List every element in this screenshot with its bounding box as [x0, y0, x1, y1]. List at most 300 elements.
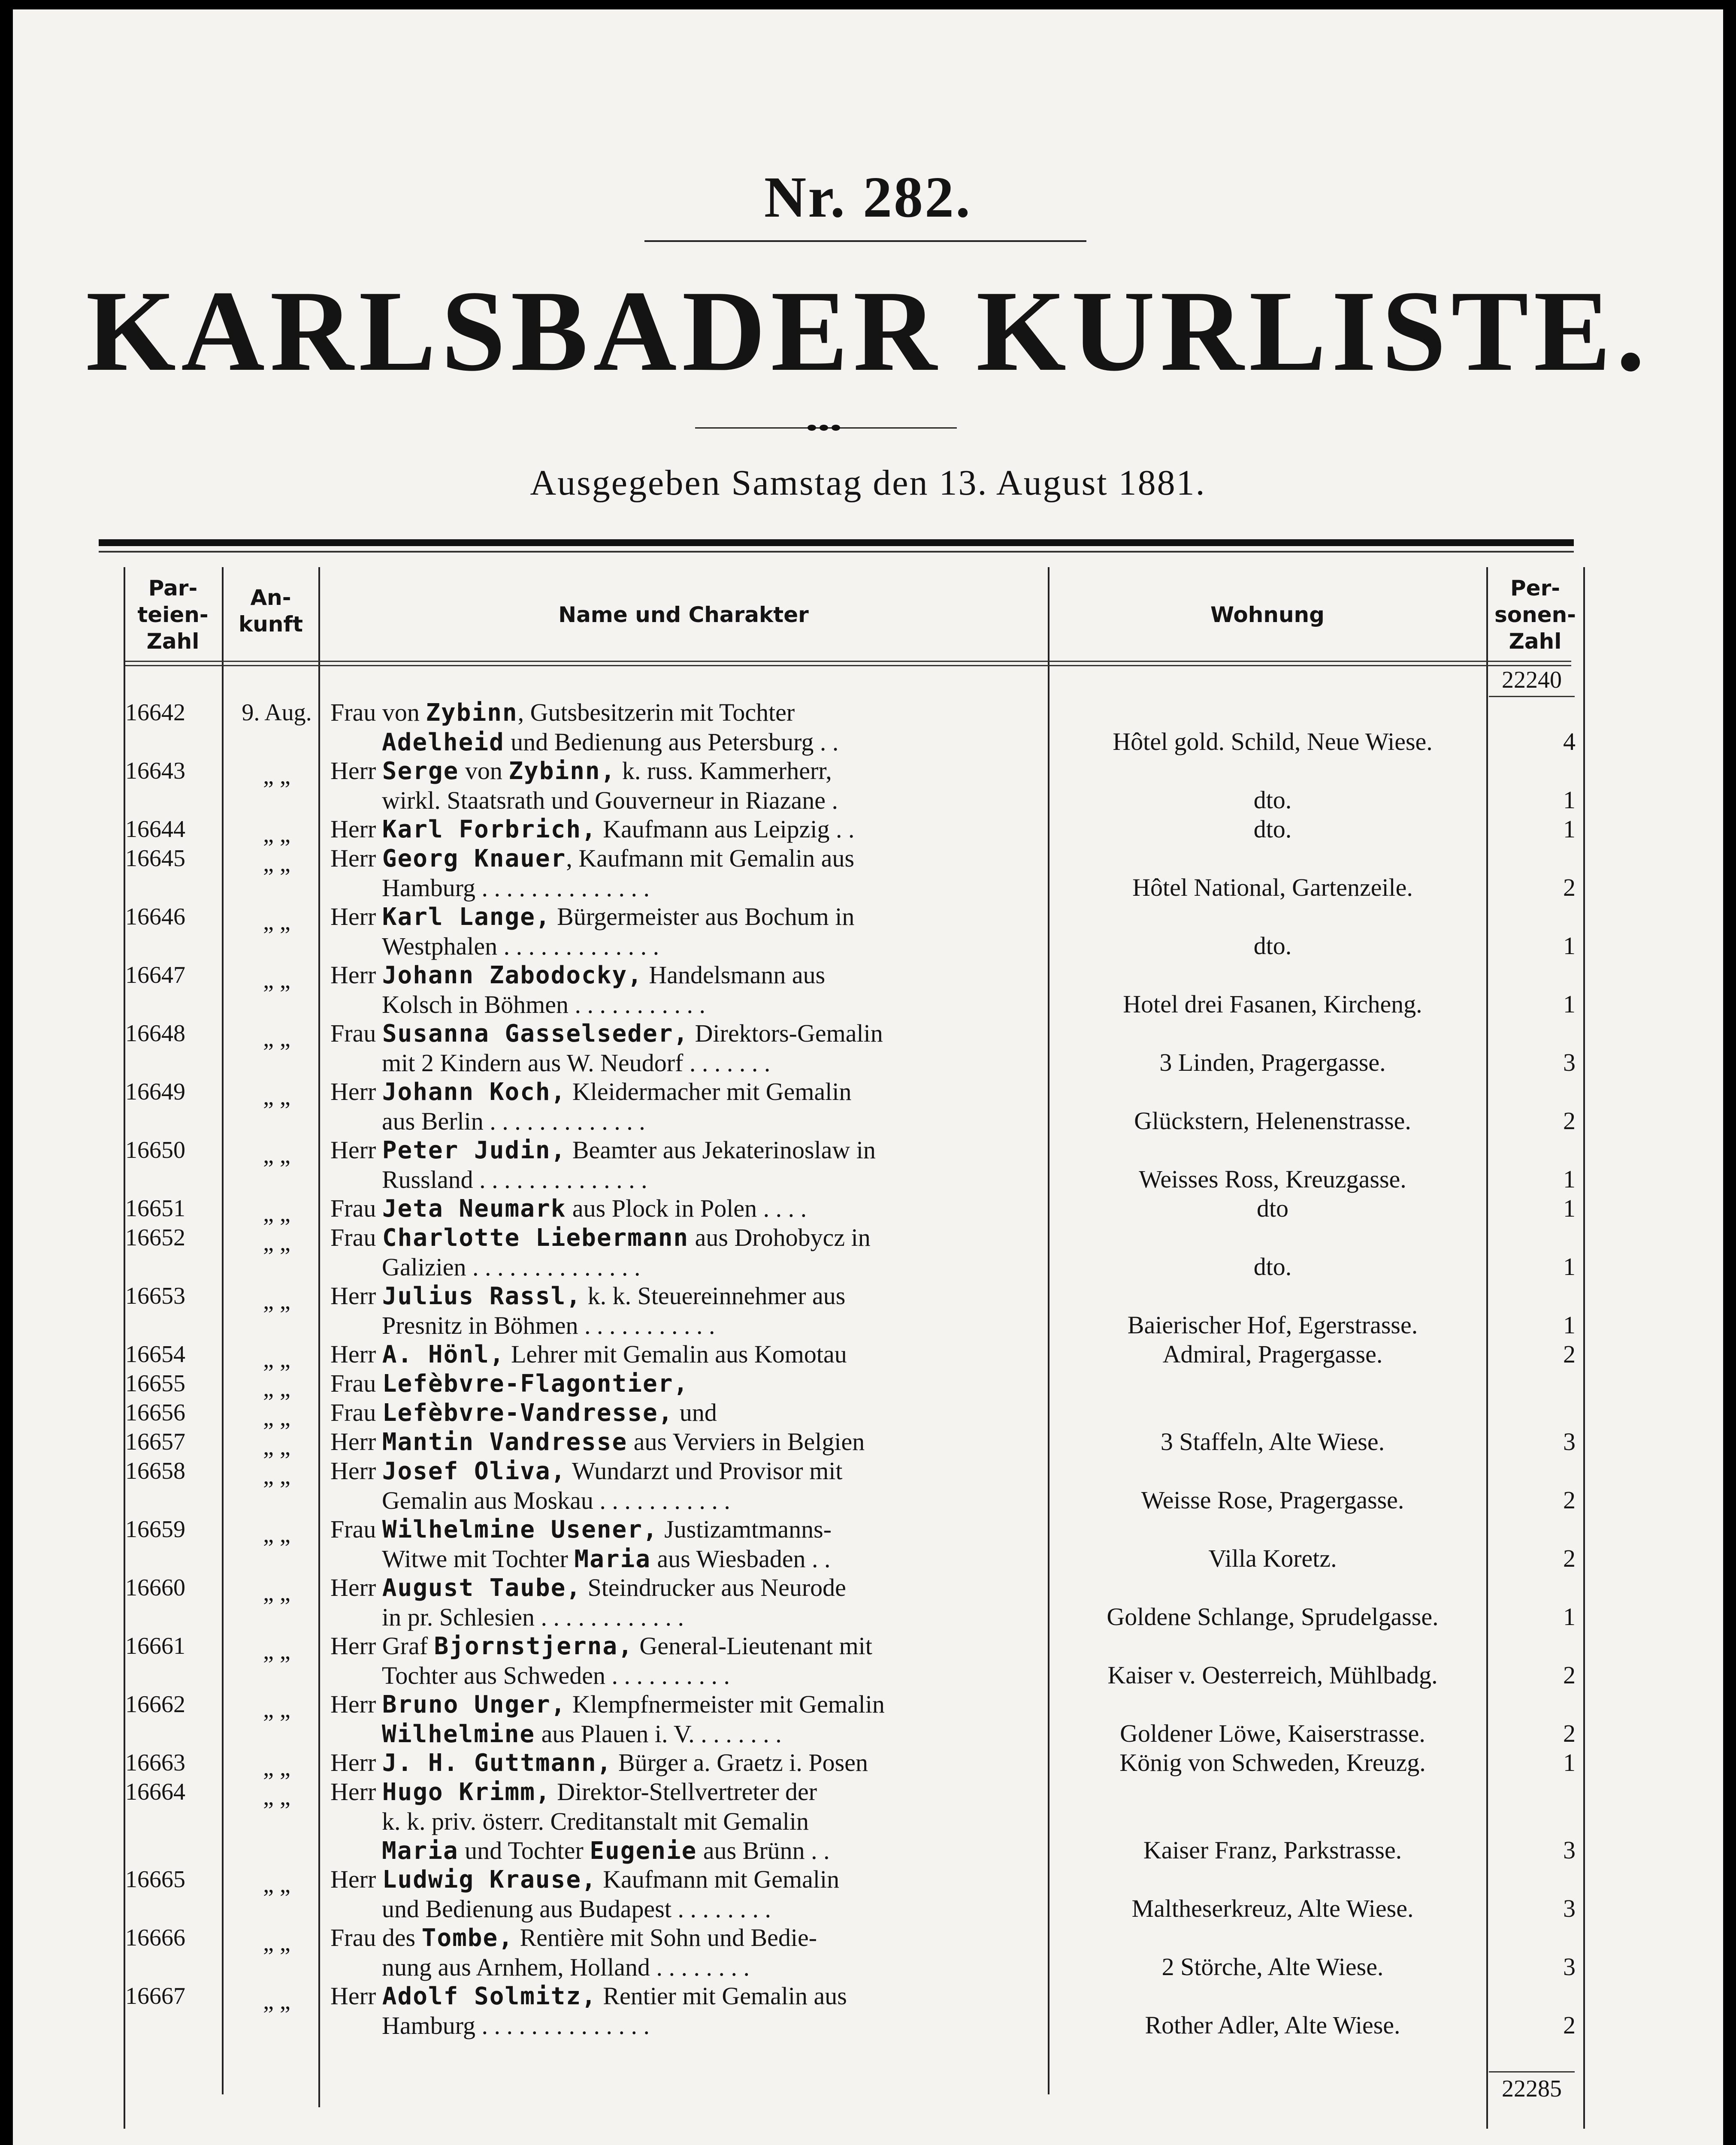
person-count: 3 [1563, 1048, 1576, 1076]
description-text: aus Verviers in Belgien [627, 1428, 865, 1456]
description-text: Presnitz in Böhmen . . . . . . . . . . . [382, 1311, 715, 1339]
arrival-date: „ „ [263, 1288, 290, 1314]
residence: Villa Koretz. [1208, 1544, 1337, 1572]
entry-text-line [330, 932, 1043, 961]
description-text: Galizien . . . . . . . . . . . . . . [382, 1253, 641, 1281]
party-number: 16652 [125, 1224, 185, 1251]
entry-row [13, 1194, 1723, 1227]
description-text: und Tochter [458, 1837, 590, 1864]
entry-text-line [330, 1894, 1043, 1924]
party-number: 16644 [125, 816, 185, 843]
entry-text-line [330, 1369, 1043, 1399]
party-number: 16656 [125, 1399, 185, 1426]
issue-number: Nr. 282. [764, 165, 972, 230]
description-text: Herr [330, 1778, 382, 1806]
entry-row [13, 902, 1723, 961]
entry-row [13, 1748, 1723, 1781]
guest-name-and-description [330, 1427, 1043, 1457]
description-text: aus Wiesbaden . . [650, 1545, 831, 1573]
description-text: Wundarzt und Provisor mit [566, 1457, 843, 1485]
entry-text-line [330, 1865, 1043, 1894]
entry-text-line [330, 1515, 1043, 1544]
guest-name-and-description [330, 1019, 1043, 1078]
ornament-divider [695, 423, 957, 432]
person-count: 3 [1563, 1428, 1576, 1456]
arrival-date: „ „ [263, 1375, 290, 1402]
guest-name: Karl Lange, [382, 903, 551, 931]
entry-text-line [330, 698, 1043, 728]
guest-name-and-description [330, 1340, 1043, 1369]
residence: 3 Linden, Pragergasse. [1159, 1048, 1386, 1076]
residence: 2 Störche, Alte Wiese. [1161, 1953, 1384, 1981]
guest-name: Susanna Gasselseder, [382, 1020, 689, 1048]
entry-text-line [330, 1019, 1043, 1048]
guest-name: Johann Zabodocky, [382, 961, 643, 989]
guest-name-and-description [330, 902, 1043, 961]
description-text: Frau [330, 1515, 382, 1543]
guest-name-and-description [330, 815, 1043, 844]
arrival-date: „ „ [263, 1638, 290, 1665]
party-number: 16660 [125, 1574, 185, 1601]
entry-row [13, 815, 1723, 848]
person-count: 2 [1563, 1661, 1576, 1689]
guest-name: Adolf Solmitz, [382, 1982, 597, 2010]
title-rule [644, 240, 1086, 242]
description-text: Hamburg . . . . . . . . . . . . . . [382, 2012, 650, 2039]
description-text: Herr [330, 1428, 382, 1456]
entry-text-line [330, 1048, 1043, 1078]
description-text: Herr [330, 1574, 382, 1601]
entry-text-line [330, 1836, 1043, 1866]
entry-row [13, 1369, 1723, 1402]
guest-name-and-description [330, 1398, 1043, 1428]
entry-text-line [330, 1777, 1043, 1807]
description-text: General-Lieutenant mit [633, 1632, 873, 1660]
col-header-parties: Par- teien- Zahl [137, 576, 209, 654]
entry-text-line [330, 1982, 1043, 2011]
description-text: wirkl. Staatsrath und Gouverneur in Riazane . [382, 786, 838, 814]
arrival-date: „ „ [263, 1230, 290, 1256]
description-text: Kaufmann mit Gemalin [596, 1865, 840, 1893]
party-number: 16647 [125, 962, 185, 988]
description-text: Herr [330, 1982, 382, 2010]
description-text: Bürgermeister aus Bochum in [550, 903, 855, 931]
entry-row [13, 1923, 1723, 1982]
guest-name-and-description [330, 1748, 1043, 1778]
description-text: aus Drohobycz in [689, 1224, 871, 1251]
residence: Hotel drei Fasanen, Kircheng. [1123, 990, 1422, 1018]
arrival-date: „ „ [263, 1696, 290, 1723]
party-number: 16655 [125, 1370, 185, 1397]
arrival-date: „ „ [263, 967, 290, 994]
description-text: Direktors-Gemalin [689, 1019, 883, 1047]
entry-row [13, 1281, 1723, 1340]
person-count: 2 [1563, 873, 1576, 901]
arrival-date: „ „ [263, 1871, 290, 1898]
party-number: 16654 [125, 1341, 185, 1368]
guest-name: Josef Oliva, [382, 1457, 566, 1485]
description-text: Klempfnermeister mit Gemalin [566, 1690, 885, 1718]
description-text: Herr [330, 1865, 382, 1893]
guest-name: Zybinn, [508, 757, 616, 785]
residence: Goldene Schlange, Sprudelgasse. [1107, 1603, 1439, 1631]
description-text: Witwe mit Tochter [382, 1545, 575, 1573]
residence: dto. [1253, 1253, 1292, 1281]
arrival-date: „ „ [263, 1346, 290, 1373]
entry-text-line [330, 1661, 1043, 1690]
residence: dto [1256, 1194, 1289, 1222]
guest-name: Karl Forbrich, [382, 816, 597, 843]
entry-text-line [330, 990, 1043, 1019]
description-text: Lehrer mit Gemalin aus Komotau [505, 1340, 847, 1368]
description-text: Frau [330, 1019, 382, 1047]
description-text: Rentier mit Gemalin aus [596, 1982, 847, 2010]
entry-row [13, 844, 1723, 902]
arrival-date: „ „ [263, 1521, 290, 1548]
residence: Rother Adler, Alte Wiese. [1145, 2011, 1400, 2039]
guest-name-and-description [330, 1923, 1043, 1982]
guest-name-and-description [330, 698, 1043, 757]
party-number: 16659 [125, 1516, 185, 1543]
entry-row [13, 1077, 1723, 1136]
arrival-date: „ „ [263, 821, 290, 848]
residence: König von Schweden, Kreuzg. [1119, 1749, 1426, 1776]
arrival-date: „ „ [263, 1930, 290, 1956]
entry-row [13, 961, 1723, 1019]
guest-name: Georg Knauer [382, 845, 566, 873]
person-count: 1 [1563, 815, 1576, 843]
person-count: 2 [1563, 1340, 1576, 1368]
arrival-date: „ „ [263, 763, 290, 789]
description-text: von [459, 757, 509, 785]
guest-name: Peter Judin, [382, 1136, 566, 1164]
party-number: 16651 [125, 1195, 185, 1222]
description-text: Herr [330, 844, 382, 872]
description-text: Justizamtmanns- [658, 1515, 832, 1543]
guest-name: Maria [574, 1545, 651, 1573]
entry-text-line [330, 1427, 1043, 1457]
guest-name: Jeta Neumark [382, 1195, 566, 1223]
person-count: 1 [1563, 1194, 1576, 1222]
entry-row [13, 1019, 1723, 1077]
description-text: mit 2 Kindern aus W. Neudorf . . . . . . . [382, 1049, 771, 1077]
guest-name: Lefèbvre-Vandresse, [382, 1399, 674, 1427]
residence: dto. [1253, 786, 1292, 814]
description-text: Herr [330, 815, 382, 843]
residence: Weisses Ross, Kreuzgasse. [1139, 1165, 1406, 1193]
guest-name: Hugo Krimm, [382, 1778, 551, 1806]
person-count: 1 [1563, 1311, 1576, 1339]
description-text: Handelsmann aus [642, 961, 826, 989]
description-text: Kaufmann aus Leipzig . . [596, 815, 855, 843]
party-number: 16663 [125, 1749, 185, 1776]
arrival-date: „ „ [263, 1755, 290, 1781]
total-rule [1489, 696, 1575, 697]
arrival-date: „ „ [263, 850, 290, 877]
description-text: Herr [330, 1136, 382, 1164]
description-text: Herr [330, 1690, 382, 1718]
residence: dto. [1253, 815, 1292, 843]
header-rule [125, 665, 1571, 666]
residence: Baierischer Hof, Egerstrasse. [1127, 1311, 1418, 1339]
person-count: 2 [1563, 1107, 1576, 1135]
description-text: Herr [330, 1457, 382, 1485]
arrival-date: „ „ [263, 1784, 290, 1810]
entry-text-line [330, 1486, 1043, 1515]
guest-name-and-description [330, 1865, 1043, 1924]
residence: Glückstern, Helenenstrasse. [1134, 1107, 1411, 1135]
entry-text-line [330, 1077, 1043, 1107]
table-top-rule [99, 539, 1574, 546]
description-text: und Bedienung aus Budapest . . . . . . . . [382, 1895, 771, 1923]
entry-row [13, 1223, 1723, 1281]
person-count: 1 [1563, 932, 1576, 960]
total-carried-forward: 22240 [1502, 667, 1562, 693]
guest-name: Johann Koch, [382, 1078, 566, 1106]
description-text: Herr [330, 1078, 382, 1106]
entry-text-line [330, 1807, 1043, 1836]
party-number: 16653 [125, 1283, 185, 1309]
entry-text-line [330, 1719, 1043, 1749]
arrival-date: „ „ [263, 1580, 290, 1606]
description-text: Gemalin aus Moskau . . . . . . . . . . . [382, 1486, 730, 1514]
entry-row [13, 1515, 1723, 1573]
guest-name: Lefèbvre-Flagontier, [382, 1370, 689, 1398]
description-text: Rentière mit Sohn und Bedie- [513, 1924, 817, 1952]
guest-name-and-description [330, 1777, 1043, 1866]
entry-row [13, 698, 1723, 756]
arrival-date: „ „ [263, 1434, 290, 1460]
guest-name: Bjornstjerna, [434, 1632, 633, 1660]
entry-row [13, 1631, 1723, 1690]
party-number: 16643 [125, 758, 185, 784]
guest-name: Julius Rassl, [382, 1282, 582, 1310]
entry-text-line [330, 1573, 1043, 1603]
entry-row [13, 1340, 1723, 1373]
guest-name-and-description [330, 1631, 1043, 1690]
party-number: 16665 [125, 1866, 185, 1893]
description-text: Frau des [330, 1924, 422, 1952]
person-count: 2 [1563, 1719, 1576, 1747]
party-number: 16657 [125, 1429, 185, 1455]
entry-text-line [330, 1253, 1043, 1282]
guest-name: August Taube, [382, 1574, 582, 1602]
residence: Weisse Rose, Pragergasse. [1141, 1486, 1404, 1514]
total-final: 22285 [1502, 2076, 1562, 2102]
description-text: Kleidermacher mit Gemalin [566, 1078, 852, 1106]
entry-text-line [330, 1456, 1043, 1486]
description-text: Frau [330, 1224, 382, 1251]
entry-row [13, 1690, 1723, 1748]
arrival-date: „ „ [263, 1084, 290, 1110]
description-text: aus Berlin . . . . . . . . . . . . . [382, 1107, 645, 1135]
guest-name-and-description [330, 1573, 1043, 1632]
description-text: Steindrucker aus Neurode [581, 1574, 846, 1601]
entry-text-line [330, 1544, 1043, 1574]
guest-name: Eugenie [590, 1837, 697, 1865]
description-text: Bürger a. Graetz i. Posen [612, 1749, 868, 1776]
entry-text-line [330, 1631, 1043, 1661]
description-text: Herr [330, 757, 382, 785]
description-text: Frau [330, 1194, 382, 1222]
residence: dto. [1253, 932, 1292, 960]
entry-row [13, 1573, 1723, 1631]
description-text: und [673, 1399, 717, 1426]
arrival-date: „ „ [263, 1142, 290, 1169]
guest-name-and-description [330, 756, 1043, 815]
description-text: Kolsch in Böhmen . . . . . . . . . . . [382, 991, 705, 1018]
guest-name-and-description [330, 1194, 1043, 1224]
party-number: 16645 [125, 845, 185, 872]
entry-text-line [330, 1398, 1043, 1428]
person-count: 2 [1563, 2011, 1576, 2039]
arrival-date: 9. Aug. [242, 699, 312, 726]
entry-text-line [330, 1281, 1043, 1311]
guest-name-and-description [330, 844, 1043, 903]
guest-name: Charlotte Liebermann [382, 1224, 689, 1252]
party-number: 16650 [125, 1137, 185, 1163]
header-rule [125, 661, 1571, 662]
entry-text-line [330, 1690, 1043, 1719]
description-text: Hamburg . . . . . . . . . . . . . . [382, 874, 650, 902]
description-text: Herr [330, 1282, 382, 1310]
residence: Goldener Löwe, Kaiserstrasse. [1120, 1719, 1425, 1747]
entry-text-line [330, 1603, 1043, 1632]
person-count: 1 [1563, 990, 1576, 1018]
entry-text-line [330, 1136, 1043, 1165]
entry-text-line [330, 902, 1043, 932]
party-number: 16667 [125, 1983, 185, 2009]
arrival-date: „ „ [263, 1405, 290, 1431]
description-text: in pr. Schlesien . . . . . . . . . . . . [382, 1603, 684, 1631]
party-number: 16658 [125, 1458, 185, 1484]
guest-name: Serge [382, 757, 459, 785]
description-text: k. k. Steuereinnehmer aus [581, 1282, 846, 1310]
newspaper-page [13, 9, 1723, 2145]
description-text: und Bedienung aus Petersburg . . [504, 728, 839, 756]
party-number: 16649 [125, 1079, 185, 1105]
description-text: Herr [330, 903, 382, 931]
person-count: 1 [1563, 1749, 1576, 1776]
description-text: Westphalen . . . . . . . . . . . . . [382, 932, 659, 960]
col-header-persons: Per- sonen- Zahl [1494, 576, 1576, 654]
guest-name: Zybinn [426, 699, 518, 727]
entry-text-line [330, 786, 1043, 815]
description-text: Herr [330, 1749, 382, 1776]
description-text: Herr [330, 961, 382, 989]
residence: 3 Staffeln, Alte Wiese. [1160, 1428, 1385, 1456]
residence: Kaiser Franz, Parkstrasse. [1143, 1836, 1402, 1864]
description-text: Herr Graf [330, 1632, 434, 1660]
guest-name-and-description [330, 1515, 1043, 1574]
entry-text-line [330, 2011, 1043, 2040]
description-text: aus Plock in Polen . . . . [566, 1194, 807, 1222]
guest-name-and-description [330, 1136, 1043, 1194]
entry-text-line [330, 1194, 1043, 1224]
entry-row [13, 1982, 1723, 2040]
description-text: Frau [330, 1399, 382, 1426]
person-count: 1 [1563, 786, 1576, 814]
guest-name: Bruno Unger, [382, 1691, 566, 1719]
col-header-arrival: An- kunft [238, 585, 303, 637]
party-number: 16646 [125, 903, 185, 930]
arrival-date: „ „ [263, 1025, 290, 1052]
person-count: 2 [1563, 1544, 1576, 1572]
col-header-name: Name und Charakter [558, 602, 809, 627]
page-title: KARLSBADER KURLISTE. [86, 267, 1650, 395]
guest-name-and-description [330, 1690, 1043, 1749]
entry-text-line [330, 1107, 1043, 1136]
total-rule [1489, 2071, 1575, 2072]
party-number: 16664 [125, 1779, 185, 1805]
entry-text-line [330, 1311, 1043, 1340]
entry-row [13, 1427, 1723, 1460]
guest-name: Wilhelmine [382, 1720, 535, 1748]
person-count: 1 [1563, 1253, 1576, 1281]
guest-name: A. Hönl, [382, 1341, 505, 1369]
guest-name: Tombe, [421, 1924, 514, 1952]
description-text: aus Plauen i. V. . . . . . . . [535, 1720, 782, 1748]
guest-name: Ludwig Krause, [382, 1866, 597, 1894]
party-number: 16648 [125, 1020, 185, 1047]
entry-row [13, 1865, 1723, 1923]
entry-text-line [330, 1923, 1043, 1953]
description-text: Tochter aus Schweden . . . . . . . . . . [382, 1662, 730, 1689]
guest-name-and-description [330, 1456, 1043, 1515]
residence: Hôtel National, Gartenzeile. [1132, 873, 1413, 901]
entry-text-line [330, 728, 1043, 757]
description-text: k. russ. Kammerherr, [616, 757, 832, 785]
person-count: 1 [1563, 1603, 1576, 1631]
entry-row [13, 1456, 1723, 1515]
description-text: , Kaufmann mit Gemalin aus [566, 844, 855, 872]
entry-row [13, 1136, 1723, 1194]
entry-text-line [330, 815, 1043, 844]
person-count: 3 [1563, 1894, 1576, 1922]
person-count: 1 [1563, 1165, 1576, 1193]
description-text: Russland . . . . . . . . . . . . . . [382, 1166, 647, 1193]
entry-text-line [330, 1953, 1043, 1982]
guest-name: J. H. Guttmann, [382, 1749, 612, 1777]
entry-text-line [330, 1748, 1043, 1778]
description-text: Beamter aus Jekaterinoslaw in [566, 1136, 876, 1164]
entry-text-line [330, 961, 1043, 990]
entry-text-line [330, 756, 1043, 786]
guest-name-and-description [330, 1982, 1043, 2040]
party-number: 16661 [125, 1633, 185, 1659]
guest-name-and-description [330, 1281, 1043, 1340]
description-text: k. k. priv. österr. Creditanstalt mit Gemalin [382, 1807, 809, 1835]
residence: Kaiser v. Oesterreich, Mühlbadg. [1107, 1661, 1438, 1689]
entry-text-line [330, 1223, 1043, 1253]
entry-text-line [330, 873, 1043, 903]
party-number: 16662 [125, 1691, 185, 1718]
col-header-residence: Wohnung [1210, 602, 1325, 627]
residence: Admiral, Pragergasse. [1162, 1340, 1383, 1368]
person-count: 3 [1563, 1836, 1576, 1864]
description-text: Direktor-Stellvertreter der [550, 1778, 817, 1806]
entry-text-line [330, 1340, 1043, 1369]
description-text: , Gutsbesitzerin mit Tochter [517, 698, 795, 726]
description-text: Herr [330, 1340, 382, 1368]
entry-row [13, 756, 1723, 815]
residence: Maltheserkreuz, Alte Wiese. [1131, 1894, 1414, 1922]
entry-text-line [330, 1165, 1043, 1194]
guest-name: Adelheid [382, 728, 505, 756]
guest-name: Mantin Vandresse [382, 1428, 628, 1456]
guest-name-and-description [330, 961, 1043, 1019]
person-count: 4 [1563, 728, 1576, 755]
